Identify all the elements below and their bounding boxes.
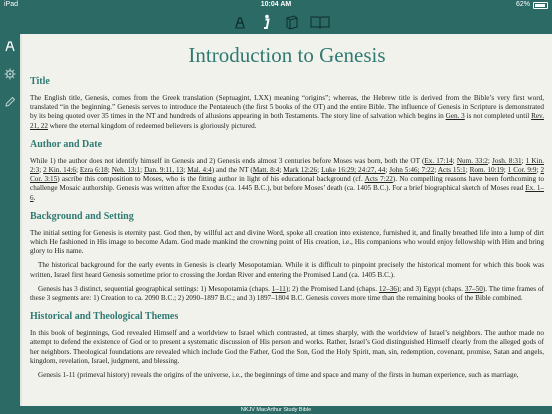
paragraph-text: ; [317, 166, 322, 175]
scripture-reference-link[interactable]: Acts 15:1 [437, 166, 466, 175]
article [30, 42, 544, 385]
pen-nib-icon[interactable] [228, 11, 252, 33]
sidebar-tab-notes[interactable] [0, 34, 20, 62]
scripture-reference-link[interactable]: Num. 33:2 [456, 156, 488, 165]
status-bar [0, 0, 552, 10]
scripture-reference-link[interactable]: Rom. 10:19 [469, 166, 504, 175]
bottom-bar [0, 406, 552, 414]
scripture-reference-link[interactable]: 1 Kin. 2:3 [30, 156, 544, 175]
paragraph-text: While 1) the author does not identify himself in Genesis and 2) Genesis ends almost 3 centuries before Moses was born, both the OT ( [30, 156, 425, 165]
paragraph-text: ) ascribe this composition to Moses, who is the fitting author in light of his educational background (cf. [57, 175, 365, 184]
scripture-reference-link[interactable]: Ezra 6:18 [79, 166, 108, 175]
paragraph-text: ; [39, 166, 44, 175]
scripture-reference-link[interactable]: Mal. 4:4 [187, 166, 212, 175]
paragraph [30, 157, 544, 203]
paragraph-text: ; [107, 166, 112, 175]
paragraph-text: The English title, Genesis, comes from the Greek translation (Septuagint, LXX) meaning “origins”; whereas, the Hebrew title is derived from the Bible’s very first word, translated “in the beginning.” Genesis serves to introduce the Pentateuch (the first 5 books of the OT) and the entire Bible. The influence of Genesis in Scripture is demonstrated by its being quoted over 35 times in the NT and hundreds of allusions appearing in both Testaments. The story line of salvation which begins in [30, 94, 544, 121]
scripture-reference-link[interactable]: Acts 7:22 [364, 175, 393, 184]
paragraph [30, 371, 544, 380]
scripture-reference-link[interactable]: Matt. 8:4 [252, 166, 280, 175]
paragraph-text: ) and the NT ( [211, 166, 253, 175]
page-title: Introduction to Genesis [188, 43, 386, 67]
paragraph-text: is not completed until [464, 112, 532, 121]
paragraph [30, 329, 544, 366]
info-icon[interactable] [254, 11, 278, 33]
sidebar-tab-highlight[interactable] [0, 90, 20, 118]
scripture-reference-link[interactable]: 12–36 [378, 284, 397, 293]
battery-percent: 62% [515, 1, 530, 8]
paragraph-text: ); 2) the Promised Land (chaps. [285, 284, 379, 293]
paragraph-text: ; [75, 166, 80, 175]
top-toolbar [0, 10, 552, 34]
left-sidebar [0, 34, 20, 406]
paragraph-text: ; [487, 156, 493, 165]
pen-nib-icon [4, 39, 16, 58]
paragraph-text: ; [385, 166, 390, 175]
battery-icon [533, 2, 548, 9]
paragraph-text: ; [465, 166, 470, 175]
paragraph-text: ; [521, 156, 526, 165]
sidebar-tab-settings[interactable] [0, 62, 20, 90]
paragraph-text: ; [452, 156, 457, 165]
paragraph-text: In this book of beginnings, God revealed Himself and a worldview to Israel which contrasted, at times sharply, with the worldview of Israel’s neighbors. The author made no attempt to defend the existence of God or to present a systematic discussion of His person and works. Rather, Israel’s God distinguished Himself clearly from the alleged gods of her neighbors. Theological foundations are revealed which include God the Father, God the Son, God the Holy Spirit, man, sin, redemption, covenant, promise, Satan and angels, kingdom, revelation, Israel, judgment, and blessing. [30, 329, 544, 365]
section-heading: Historical and Theological Themes [30, 311, 179, 323]
paragraph-text: where the eternal kingdom of redeemed believers is gloriously pictured. [47, 121, 257, 130]
scripture-reference-link[interactable]: Luke 16:29; 24:27, 44 [321, 166, 386, 175]
paragraph-text: ; [536, 166, 541, 175]
scripture-reference-link[interactable]: 2 Cor. 3:15 [30, 166, 545, 184]
scripture-reference-link[interactable]: Ex. 1–6 [30, 184, 545, 202]
clock: 10:04 AM [260, 1, 292, 8]
scripture-reference-link[interactable]: 1 Cor. 9:9 [507, 166, 537, 175]
paragraph-text: ; [434, 166, 438, 175]
paragraph-text: Genesis 1-11 (primeval history) reveals the origins of the universe, i.e., the beginnings of time and space and many of the firsts in human experience, such as marriage, [38, 371, 519, 380]
section-heading: Background and Setting [30, 210, 134, 222]
scripture-reference-link[interactable]: Gen. 3 [445, 112, 465, 121]
scripture-reference-link[interactable]: Josh. 8:31 [492, 156, 522, 165]
paragraph-text: ). The time frames of these 3 segments are: 1) Creation to ca. 2090 B.C.; 2) 2090–1897 B.C.; and 3) 1897–1804 B.C. Genesis covers more time than the remaining books of the Bible combined. [30, 284, 544, 303]
paragraph [30, 261, 544, 279]
book-3d-icon[interactable] [280, 11, 304, 33]
paragraph-text: ; [140, 166, 145, 175]
paragraph-text: . [33, 193, 36, 202]
paragraph [30, 285, 544, 303]
scripture-reference-link[interactable]: Ex. 17:14 [424, 156, 453, 165]
section-heading: Title [30, 76, 50, 87]
gear-icon [4, 67, 16, 85]
battery-indicator [516, 0, 548, 10]
paragraph [30, 94, 544, 131]
book-open-icon[interactable] [308, 11, 332, 33]
scripture-reference-link[interactable]: John 5:46; 7:22 [389, 166, 435, 175]
scripture-reference-link[interactable]: Mark 12:26 [283, 166, 318, 175]
paragraph-text: ; [183, 166, 188, 175]
scripture-reference-link[interactable]: 37–50 [464, 284, 483, 293]
paragraph-text: ). No compelling reasons have been forthcoming to challenge Mosaic authorship. Genesis was written after the Exodus (ca. 1445 B.C.), but before Moses’ death (ca. 1405 B.C.). For a brief biographical sketch of Moses read [30, 175, 544, 193]
paragraph-text: ; [503, 166, 508, 175]
pencil-icon [4, 95, 16, 113]
paragraph [30, 229, 544, 257]
paragraph-text: The initial setting for Genesis is eternity past. God then, by willful act and divine Word, spoke all creation into existence, furnished it, and finally breathed life into a lump of dirt which He fashioned in His image to become Adam. God made mankind the crowning point of His creation, i.e., His companions who would enjoy fellowship with Him and bring glory to His name. [30, 228, 544, 256]
paragraph-text: Genesis has 3 distinct, sequential geographical settings: 1) Mesopotamia (chaps. [38, 284, 272, 293]
scripture-reference-link[interactable]: Dan. 9:11, 13 [144, 166, 184, 175]
paragraph-text: ; [279, 166, 284, 175]
scripture-reference-link[interactable]: 1–11 [271, 284, 286, 293]
book-title-label: NKJV MacArthur Study Bible [240, 407, 312, 413]
scripture-reference-link[interactable]: Neh. 13:1 [111, 166, 141, 175]
scripture-reference-link[interactable]: 2 Kin. 14:6 [43, 166, 76, 175]
section-heading: Author and Date [30, 138, 103, 150]
paragraph-text: ); and 3) Egypt (chaps. [396, 284, 465, 293]
paragraph-text: The historical background for the early events in Genesis is clearly Mesopotamian. While it is difficult to pinpoint precisely the historical moment for which this book was written, Israel first heard Genesis sometime prior to crossing the Jordan River and entering the Promised Land (ca. 1405 B.C.). [30, 261, 544, 279]
scripture-reference-link[interactable]: Rev. 21, 22 [30, 112, 544, 130]
carrier-label: iPad [4, 1, 19, 8]
reading-panel[interactable] [20, 34, 552, 406]
